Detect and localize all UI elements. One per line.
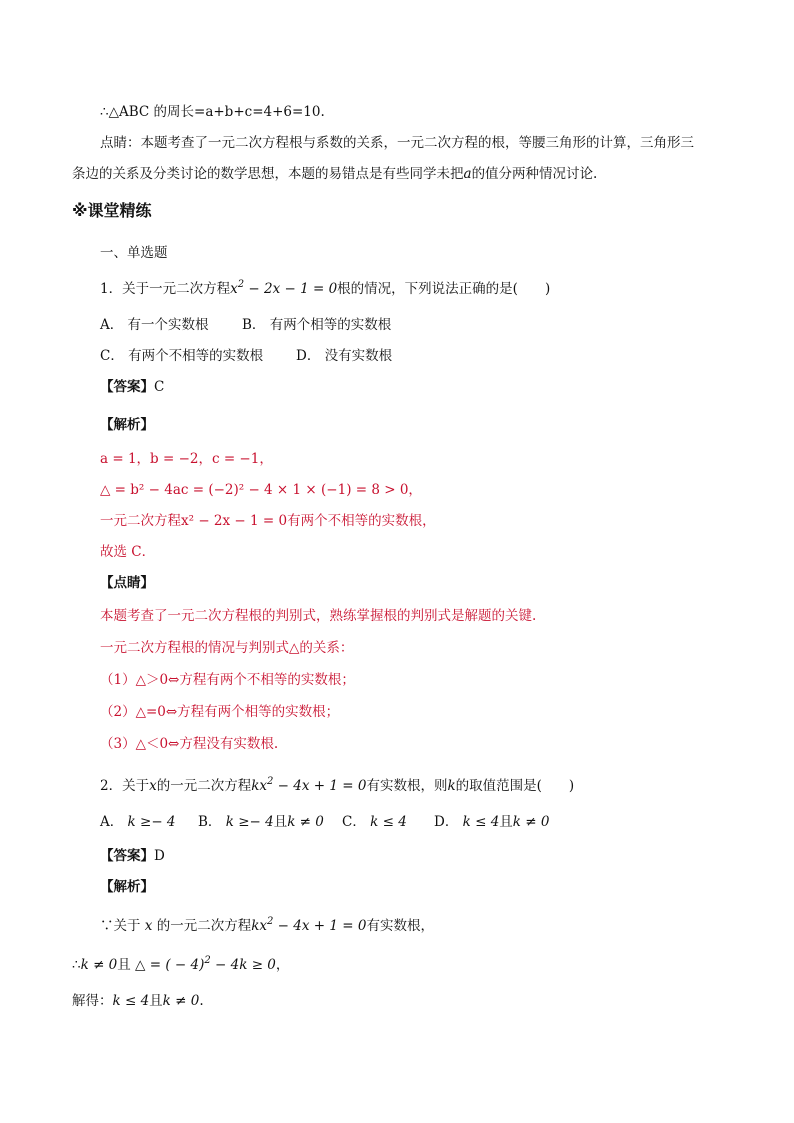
q2-analysis-label: 【解析】 (100, 879, 154, 895)
q1-comment-4: （2）△=0⇔方程有两个相等的实数根； (100, 704, 340, 720)
q1-comment-5: （3）△＜0⇔方程没有实数根. (100, 736, 279, 752)
para-perimeter: ∴△ABC 的周长=a+b+c=4+6=10. (100, 104, 325, 120)
q1-option-a[interactable]: A． 有一个实数根 (100, 317, 209, 333)
q2-solution-1: ∵关于 x 的一元二次方程$kx^2 - 4x + 1 = 0$有实数根， (100, 916, 434, 934)
q1-comment-3: （1）△＞0⇔方程有两个不相等的实数根； (100, 672, 355, 688)
q1-option-c[interactable]: C． 有两个不相等的实数根 (100, 348, 264, 364)
q1-analysis-label: 【解析】 (100, 417, 154, 433)
q1-comment-2: 一元二次方程根的情况与判别式△的关系： (100, 640, 354, 656)
q2-option-b[interactable]: B． k ≥− 4且k ≠ 0 (198, 814, 324, 830)
q2-option-d[interactable]: D． k ≤ 4且k ≠ 0 (434, 814, 550, 830)
para-comment-2: 条边的关系及分类讨论的数学思想，本题的易错点是有些同学未把a的值分两种情况讨论. (72, 166, 598, 182)
q1-analysis-1: a = 1，b = −2，c = −1， (100, 451, 273, 467)
q2-answer: 【答案】D (100, 848, 165, 864)
q1-analysis-3: 一元二次方程x² − 2x − 1 = 0有两个不相等的实数根， (100, 513, 436, 529)
q2-option-a[interactable]: A． k ≥− 4 (100, 814, 176, 830)
q1-comment-label: 【点睛】 (100, 575, 154, 591)
q2-stem: 2．关于x的一元二次方程$kx^2 - 4x + 1 = 0$有实数根，则k的取值范围是( ) (100, 776, 575, 794)
q1-options-ab (100, 316, 391, 334)
q2-solution-2: ∴k ≠ 0且 △ = ( − 4)$^2$ − 4k ≥ 0， (72, 955, 290, 973)
q1-comment-1: 本题考查了一元二次方程根的判别式，熟练掌握根的判别式是解题的关键. (100, 608, 537, 624)
q2-options (100, 813, 549, 831)
section-title: ※课堂精练 (72, 201, 152, 220)
q2-option-c[interactable]: C． k ≤ 4 (342, 814, 407, 830)
q1-stem: 1．关于一元二次方程$x^2 - 2x - 1 = 0$根的情况，下列说法正确的是( ) (100, 279, 551, 297)
q1-answer: 【答案】C (100, 379, 165, 395)
q2-solution-3: 解得：k ≤ 4且k ≠ 0. (72, 993, 204, 1009)
sub-title: 一、单选题 (100, 245, 168, 261)
q1-options-cd (100, 347, 392, 365)
q1-analysis-4: 故选 C． (100, 544, 156, 560)
q1-analysis-2: △ = b² − 4ac = (−2)² − 4 × 1 × (−1) = 8 > 0， (100, 482, 422, 498)
q1-option-b[interactable]: B． 有两个相等的实数根 (242, 317, 392, 333)
q1-option-d[interactable]: D． 没有实数根 (296, 348, 393, 364)
para-comment-1: 点睛：本题考查了一元二次方程根与系数的关系，一元二次方程的根，等腰三角形的计算，三角形三 (100, 135, 694, 151)
